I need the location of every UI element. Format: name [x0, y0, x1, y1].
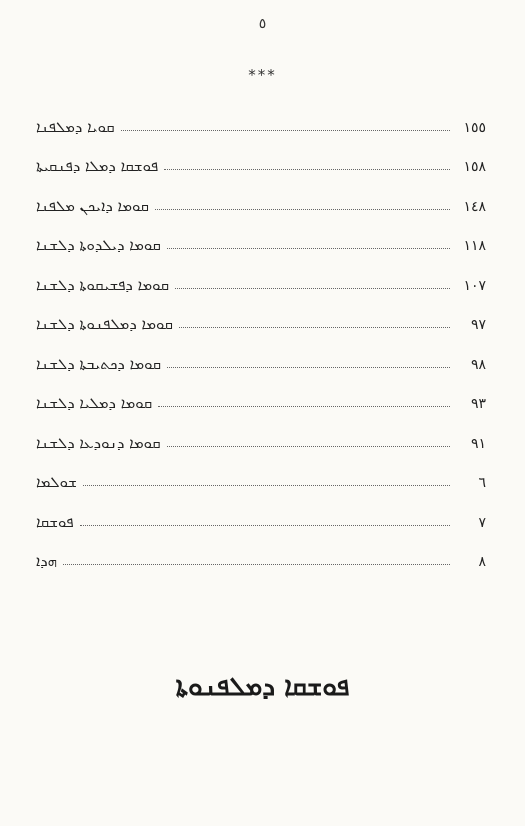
- toc-leader-dots: [179, 326, 450, 328]
- toc-leader-dots: [63, 563, 450, 565]
- toc-leader-dots: [164, 168, 450, 170]
- toc-entry-title: ܩܘܡܐ ܕܦܫܝܩܘܬܐ ܕܠܫܢܐ: [36, 275, 170, 294]
- toc-entry-title: ܩܘܡܐ ܕܐܝܟܢ ܡܠܦܢܐ: [36, 196, 149, 215]
- toc-entry[interactable]: [36, 452, 486, 492]
- toc-entry-title: ܩܘܡܐ ܕܝܠܕܘܬܐ ܕܠܫܢܐ: [36, 236, 161, 254]
- toc-leader-dots: [83, 484, 450, 486]
- toc-entry-title: ܩܘܡܐ ܕܡܠܦܢܘܬܐ ܕܠܫܢܐ: [36, 315, 173, 333]
- page-number: ٥: [258, 16, 267, 32]
- toc-entry-title: ܫܘܠܡܐ: [36, 473, 77, 491]
- toc-entry-title: ܩܘܡܐ ܕܟܬܝܒܬܐ ܕܠܫܢܐ: [36, 354, 162, 373]
- toc-entry-title: ܦܘܫܩܐ ܕܡܠܐ ܕܦܢܩܝܬܐ: [36, 157, 159, 175]
- toc-entry-page: ١٥٨: [463, 159, 486, 175]
- toc-entry[interactable]: [36, 175, 486, 215]
- toc-entry[interactable]: [36, 333, 486, 373]
- ornament: ***: [248, 66, 277, 84]
- toc-leader-dots: [80, 524, 450, 526]
- toc-entry-page: ٧: [478, 514, 486, 531]
- toc-entry-page: ١٥٥: [463, 119, 486, 136]
- toc-entry-page: ٩٧: [470, 317, 486, 333]
- toc-entry-title: ܩܘܡܐ ܕܢܘܕܥܐ ܕܠܫܢܐ: [36, 433, 161, 452]
- table-of-contents: [36, 96, 486, 570]
- toc-entry-page: ٦: [478, 475, 486, 491]
- toc-entry[interactable]: [36, 531, 486, 571]
- toc-leader-dots: [121, 129, 451, 131]
- toc-entry-title: ܩܘܡܐ ܕܡܠܝܐ ܕܠܫܢܐ: [36, 394, 153, 412]
- toc-entry[interactable]: [36, 254, 486, 294]
- toc-entry-title: ܗܕܐ: [36, 552, 58, 570]
- toc-leader-dots: [167, 445, 450, 447]
- toc-entry-page: ١٠٧: [463, 277, 486, 294]
- toc-entry-page: ١١٨: [463, 238, 486, 254]
- toc-leader-dots: [167, 366, 450, 368]
- toc-entry[interactable]: [36, 491, 486, 531]
- toc-entry[interactable]: [36, 294, 486, 334]
- toc-entry-title: ܦܘܫܩܐ: [36, 512, 74, 531]
- toc-leader-dots: [158, 405, 450, 407]
- toc-entry[interactable]: [36, 215, 486, 255]
- toc-entry[interactable]: [36, 373, 486, 413]
- toc-entry[interactable]: [36, 412, 486, 452]
- toc-leader-dots: [167, 247, 450, 249]
- toc-entry-page: ١٤٨: [463, 198, 486, 215]
- toc-leader-dots: [175, 287, 450, 289]
- toc-entry[interactable]: [36, 96, 486, 136]
- toc-entry-page: ٩١: [470, 435, 486, 452]
- footer-title: ܦܘܫܩܐ ܕܡܠܦܢܘܬܐ: [175, 672, 350, 702]
- toc-entry[interactable]: [36, 136, 486, 176]
- toc-entry-page: ٩٣: [470, 396, 486, 412]
- toc-leader-dots: [155, 208, 450, 210]
- toc-entry-title: ܩܘܝܐ ܕܡܠܦܢܐ: [36, 117, 115, 136]
- toc-entry-page: ٩٨: [470, 356, 486, 373]
- toc-entry-page: ٨: [478, 554, 486, 570]
